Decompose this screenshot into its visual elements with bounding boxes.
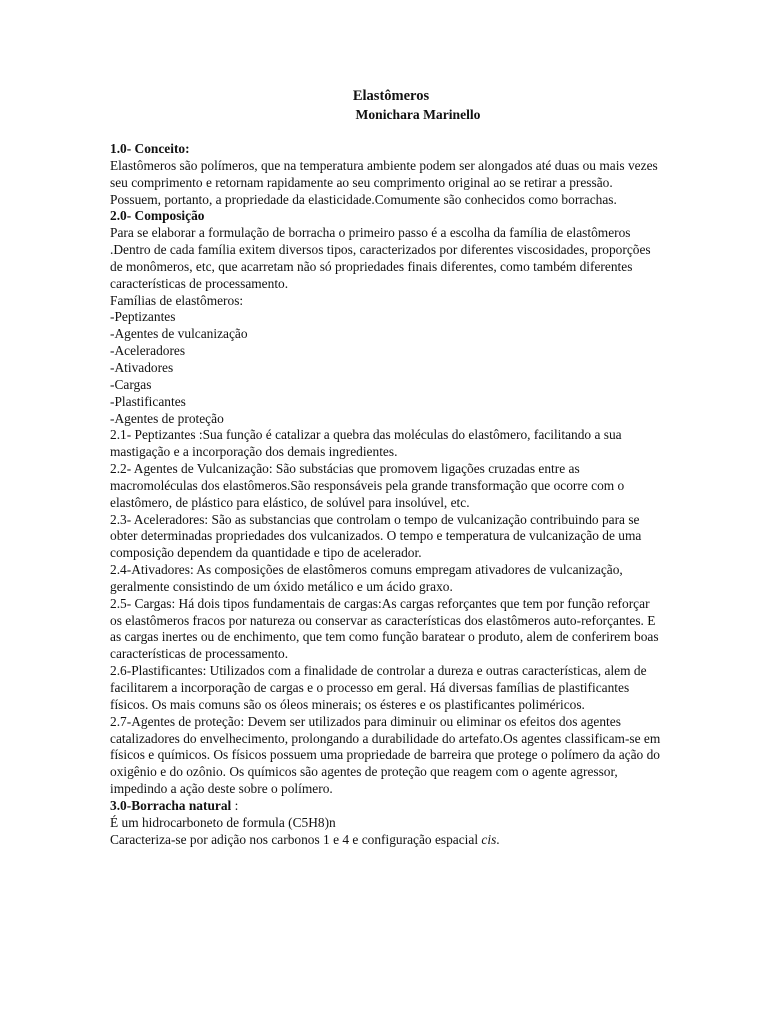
- list-item: -Cargas: [110, 376, 152, 392]
- list-item: -Agentes de proteção: [110, 410, 224, 426]
- borracha-natural-line-2-italic: cis: [481, 831, 497, 847]
- section-heading-conceito: 1.0- Conceito:: [110, 141, 190, 156]
- section-paragraph-conceito: Elastômeros são polímeros, que na temperatura ambiente podem ser alongados até duas ou mais vezes seu comprimento e retornam rapidamente ao seu comprimento original ao se retirar a pressão. Possuem, portanto, a propriedade da elasticidade.Comumente são conhecidos como borrachas.: [110, 157, 658, 207]
- document-title: Elastômeros: [352, 88, 430, 104]
- list-item: -Peptizantes: [110, 309, 176, 325]
- subsection-ativadores: 2.4-Ativadores: As composições de elastômeros comuns empregam ativadores de vulcanização, geralmente consistindo de um óxido metálico e um ácido graxo.: [110, 562, 623, 594]
- section-heading-borracha-natural-text: 3.0-Borracha natural: [110, 797, 232, 813]
- document-page: [110, 86, 662, 848]
- document-author: Monichara Marinello: [355, 107, 481, 122]
- list-title: Famílias de elastômeros:: [110, 292, 244, 308]
- list-item: -Ativadores: [110, 359, 174, 375]
- borracha-natural-line-2-suffix: .: [496, 831, 500, 847]
- subsection-aceleradores: 2.3- Aceleradores: São as substancias que controlam o tempo de vulcanização contribuindo para se obter determinadas propriedades dos vulcanizados. O tempo e temperatura de vulcanização de uma composição dependem da quantidade e tipo de acelerador.: [110, 511, 642, 561]
- list-item: -Aceleradores: [110, 343, 186, 359]
- section-heading-borracha-natural-trail: :: [231, 797, 239, 813]
- subsection-agentes-protecao: 2.7-Agentes de proteção: Devem ser utilizados para diminuir ou eliminar os efeitos dos agentes catalizadores do envelhecimento, prolongando a durabilidade do artefato.Os agentes classificam-se em físicos e químicos. Os físicos possuem uma propriedade de barreira que protege o polímero da ação do oxigênio e do ozônio. Os químicos são agentes de proteção que reagem com o agente agressor, impedindo a ação deste sobre o polímero.: [110, 713, 661, 797]
- borracha-natural-line-1: É um hidrocarboneto de formula (C5H8)n: [110, 814, 336, 830]
- section-heading-composicao: 2.0- Composição: [110, 208, 205, 224]
- subsection-cargas: 2.5- Cargas: Há dois tipos fundamentais de cargas:As cargas reforçantes que tem por função reforçar os elastômeros fracos por natureza ou conservar as características dos elastômeros auto-reforçantes. E as cargas inertes ou de enchimento, que tem como função baratear o produto, alem de conferirem boas características de processamento.: [110, 595, 659, 662]
- list-item: -Agentes de vulcanização: [110, 326, 248, 342]
- section-paragraph-composicao: Para se elaborar a formulação de borracha o primeiro passo é a escolha da família de elastômeros .Dentro de cada família exitem diversos tipos, caracterizados por diferentes viscosidades, proporções de monômeros, etc, que acarretam não só propriedades finais diferentes, como também diferentes características de processamento.: [110, 225, 651, 291]
- borracha-natural-line-2-prefix: Caracteriza-se por adição nos carbonos 1 e 4 e configuração espacial: [110, 831, 482, 847]
- subsection-vulcanizacao: 2.2- Agentes de Vulcanização: São substácias que promovem ligações cruzadas entre as macromoléculas dos elastômeros.São responsáveis pela grande transformação que ocorre com o elastômero, de plástico para elástico, de solúvel para insolúvel, etc.: [110, 461, 625, 510]
- subsection-plastificantes: 2.6-Plastificantes: Utilizados com a finalidade de controlar a dureza e outras características, alem de facilitarem a incorporação de cargas e o processo em geral. Há diversas famílias de plastificantes físicos. Os mais comuns são os óleos minerais; os ésteres e os plastificantes poliméricos.: [110, 663, 647, 712]
- section-heading-borracha-natural: [110, 798, 662, 815]
- list-item: -Plastificantes: [110, 393, 186, 409]
- borracha-natural-line-2: [110, 832, 662, 849]
- subsection-peptizantes: 2.1- Peptizantes :Sua função é catalizar a quebra das moléculas do elastômero, facilitando a sua mastigação e a incorporação dos demais ingredientes.: [110, 427, 622, 460]
